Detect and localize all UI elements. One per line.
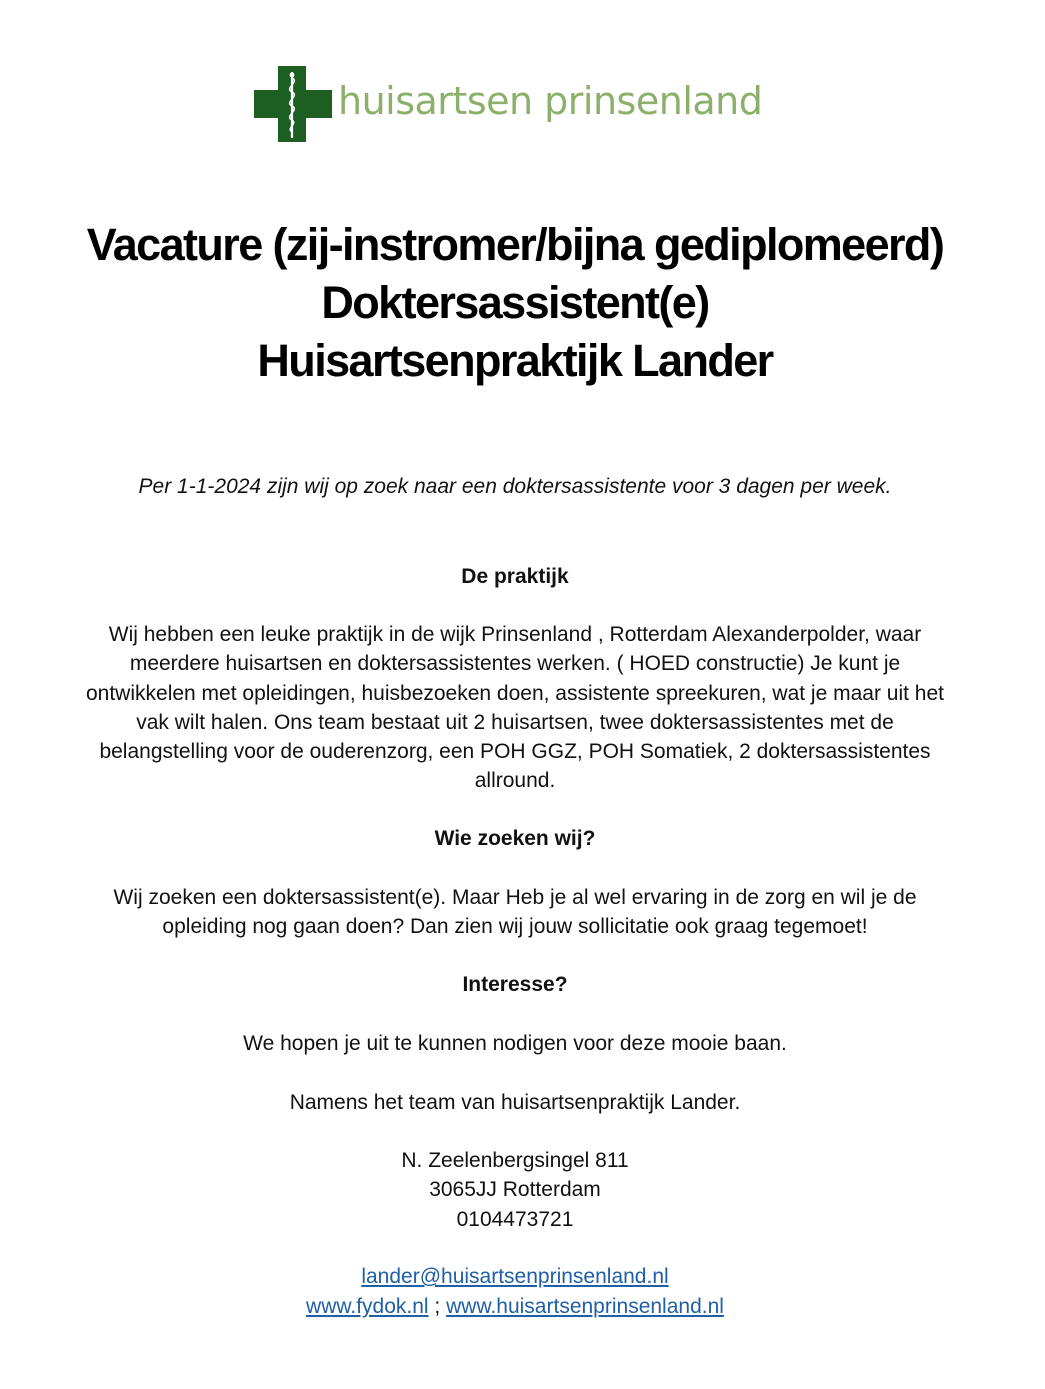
logo-text: huisartsen prinsenland — [338, 79, 763, 123]
paragraph-praktijk — [0, 620, 1030, 796]
website-link-fydok[interactable]: www.fydok.nl — [306, 1295, 429, 1318]
paragraph-interesse — [0, 1029, 1030, 1058]
paragraph-line: allround. — [474, 769, 556, 793]
title-line-2: Doktersassistent(e) — [321, 277, 709, 328]
paragraph-line: opleiding nog gaan doen? Dan zien wij jouw sollicitatie ook graag tegemoet! — [162, 915, 868, 939]
medical-cross-icon — [252, 64, 334, 144]
paragraph-line: ontwikkelen met opleidingen, huisbezoeken doen, assistente spreekuren, wat je maar uit het — [85, 681, 945, 705]
heading-wie: Wie zoeken wij? — [434, 827, 596, 850]
paragraph-line: belangstelling voor de ouderenzorg, een POH GGZ, POH Somatiek, 2 doktersassistentes — [99, 740, 931, 764]
link-separator: ; — [428, 1295, 447, 1318]
website-link-prinsenland[interactable]: www.huisartsenprinsenland.nl — [446, 1295, 724, 1318]
address-street: N. Zeelenbergsingel 811 — [401, 1149, 629, 1172]
intro-text: Per 1-1-2024 zijn wij op zoek naar een doktersassistente voor 3 dagen per week. — [138, 475, 892, 498]
page-title — [0, 216, 1030, 390]
closing-text — [0, 1088, 1030, 1117]
closing-line: Namens het team van huisartsenpraktijk Lander. — [289, 1091, 741, 1114]
paragraph-line: Wij hebben een leuke praktijk in de wijk Prinsenland , Rotterdam Alexanderpolder, waar — [108, 623, 922, 646]
address-block — [0, 1146, 1030, 1234]
paragraph-line: Wij zoeken een doktersassistent(e). Maar Heb je al wel ervaring in de zorg en wil je de — [113, 886, 917, 909]
email-link[interactable]: lander@huisartsenprinsenland.nl — [361, 1265, 669, 1288]
paragraph-wie — [0, 883, 1030, 942]
title-line-3: Huisartsenpraktijk Lander — [257, 335, 773, 386]
heading-praktijk: De praktijk — [461, 565, 569, 588]
paragraph-line: meerdere huisartsen en doktersassistentes werken. ( HOED constructie) Je kunt je — [129, 652, 901, 676]
heading-interesse: Interesse? — [462, 973, 568, 996]
paragraph-line: We hopen je uit te kunnen nodigen voor deze mooie baan. — [243, 1032, 787, 1055]
address-phone: 0104473721 — [456, 1207, 574, 1231]
paragraph-line: vak wilt halen. Ons team bestaat uit 2 huisartsen, twee doktersassistentes met de — [136, 710, 894, 734]
title-line-1: Vacature (zij-instromer/bijna gediplomeerd) — [86, 219, 944, 270]
logo — [252, 64, 762, 144]
address-city: 3065JJ Rotterdam — [429, 1178, 601, 1202]
contact-links — [0, 1262, 1030, 1322]
